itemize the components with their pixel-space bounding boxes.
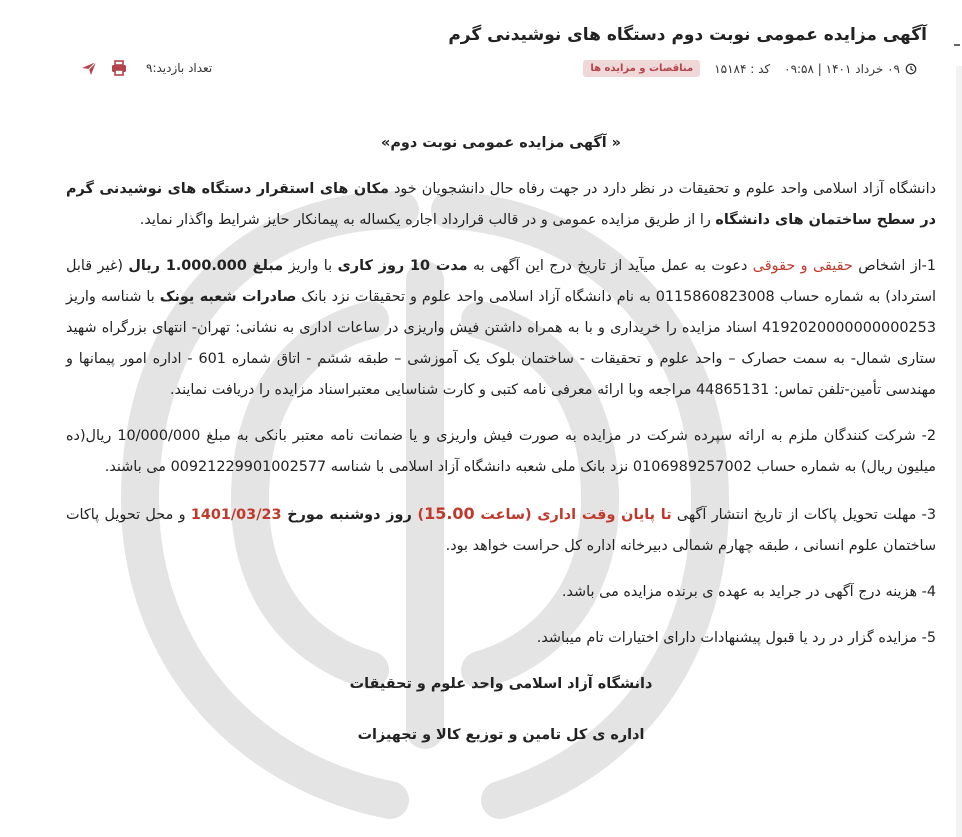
intro-text-1: دانشگاه آزاد اسلامی واحد علوم و تحقیقات در نظر دارد در جهت رفاه حال دانشجویان خود	[388, 181, 936, 197]
page-title: آگهی مزایده عمومی نوبت دوم دستگاه های نوشیدنی گرم	[448, 25, 927, 45]
notice-item-3	[66, 498, 936, 562]
print-icon[interactable]	[110, 59, 128, 77]
signature-line-1: دانشگاه آزاد اسلامی واحد علوم و تحقیقات	[349, 676, 653, 692]
item1-amount: مبلغ 1.000.000 ریال	[128, 258, 284, 274]
item3-weekday: روز دوشنبه مورخ	[281, 507, 418, 523]
notice-intro	[66, 174, 936, 236]
intro-bold: مکان های استقرار دستگاه های نوشیدنی گرم در سطح ساختمان های دانشگاه	[66, 181, 936, 228]
item1-text-4: (غیر قابل استرداد) به شماره حساب 0115860823008 به نام دانشگاه آزاد اسلامی واحد علوم و تحقیقات نزد بانک	[66, 258, 937, 305]
post-meta	[583, 60, 917, 77]
item3-deadline-1: تا پایان وقت اداری (ساعت	[474, 507, 672, 523]
intro-text-2: را از طریق مزایده عمومی و در قالب قرارداد اجاره یکساله به پیمانکار حایز شرایط واگذار نماید.	[139, 212, 716, 228]
item1-text-1: 1-از اشخاص	[852, 258, 937, 274]
item3-text-2: و محل تحویل پاکات ساختمان علوم انسانی ، طبقه چهارم شمالی دبیرخانه اداره کل حراست خواهد بود.	[66, 507, 936, 554]
item1-red: حقیقی و حقوقی	[752, 258, 853, 274]
category-badge[interactable]: مناقصات و مزایده ها	[583, 60, 700, 77]
send-icon[interactable]	[80, 59, 98, 77]
article-body	[66, 128, 936, 771]
notice-item-1	[66, 251, 936, 406]
item3-deadline-date: 1401/03/23	[190, 507, 282, 523]
notice-item-5: 5- مزایده گزار در رد یا قبول پیشنهادات دارای اختیارات تام میباشد.	[536, 630, 936, 646]
item1-text-5: با شناسه واریز 4192020000000000253 اسناد مزایده را خریداری و با به همراه داشتن فیش واریزی در ساعات اداری به نشانی: تهران- انتهای بزرگراه شهید ستاری شمال- به سمت حصارک – واحد علوم و تحقیقات - ساختمان بلوک یک آموزشی – طبقه ششم - اتاق شماره 601 - اداره امور پیمانها و مهندسی تأمین-تلفن تماس: 44865131 مراجعه وبا ارائه معرفی نامه کتبی و کارت شناسایی معتبراسناد مزایده را دریافت نمایند.	[66, 289, 936, 398]
post-actions	[80, 59, 212, 77]
view-count: تعداد بازدید:۹	[146, 61, 213, 75]
item3-text-1: 3- مهلت تحویل پاکات از تاریخ انتشار آگهی	[671, 507, 936, 523]
notice-item-4: 4- هزینه درج آگهی در جراید به عهده ی برنده مزایده می باشد.	[561, 584, 936, 600]
post-date	[784, 62, 917, 76]
notice-heading: « آگهی مزایده عمومی نوبت دوم»	[381, 135, 621, 151]
post-code: کد : ۱۵۱۸۴	[714, 61, 771, 76]
signature-line-2: اداره ی کل تامین و توزیع کالا و تجهیزات	[357, 727, 645, 743]
right-edge-mark	[954, 44, 960, 46]
item1-text-3: با واریز	[283, 258, 338, 274]
item3-deadline-2: )	[417, 507, 425, 523]
right-edge-scroll-track	[956, 66, 962, 837]
item1-duration: مدت 10 روز کاری	[337, 258, 468, 274]
post-date-text: ۰۹ خرداد ۱۴۰۱ | ۰۹:۵۸	[784, 61, 900, 76]
item3-deadline-time: 15.00	[424, 504, 475, 523]
clock-icon	[905, 63, 917, 75]
notice-item-2: 2- شرکت کنندگان ملزم به ارائه سپرده شرکت در مزایده به صورت فیش واریزی و یا ضمانت نامه معتبر بانکی به مبلغ 10/000/000 ریال(ده میلیون ریال) به شماره حساب 0106989257002 نزد بانک ملی شعبه دانشگاه آزاد اسلامی با شناسه 00921229901002577 می باشند.	[66, 428, 936, 475]
item1-bank-branch: صادرات شعبه یونک	[159, 289, 297, 305]
item1-text-2: دعوت به عمل میآید از تاریخ درج این آگهی به	[467, 258, 753, 274]
